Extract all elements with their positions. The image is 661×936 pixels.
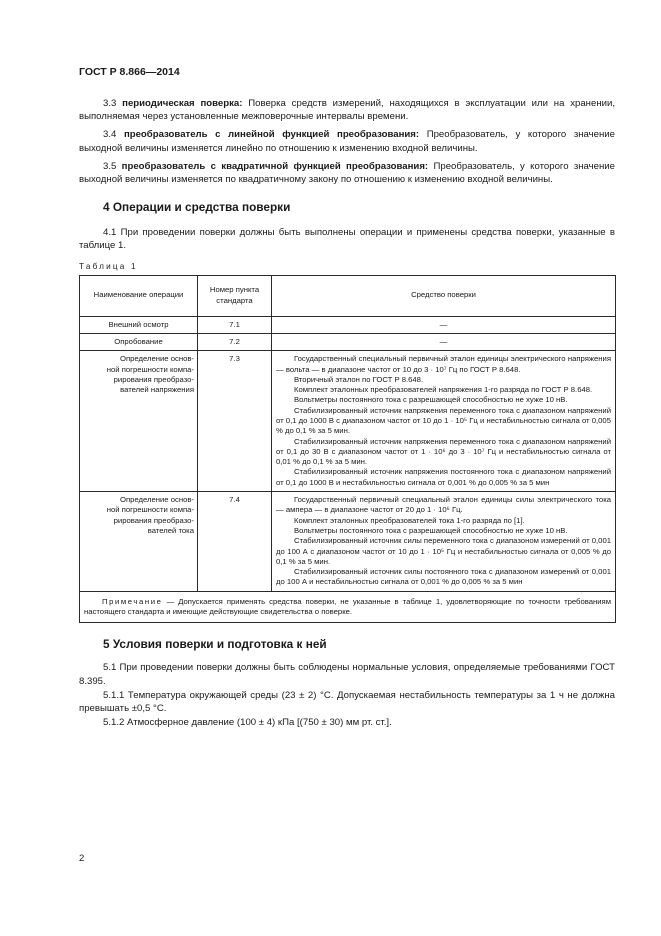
operation-line: рирования преобразо- xyxy=(113,374,194,384)
paragraph-5-1-2: 5.1.2 Атмосферное давление (100 ± 4) кПа [(750 ± 30) мм рт. ст.]. xyxy=(103,717,392,729)
note-text: — Допускается применять средства поверки, не указанные в таблице 1, удовлетворяющие по точности требованиям настоящего стандарта и имеющие действующие свидетельства о поверке. xyxy=(84,596,611,617)
clause-cell: 7.1 xyxy=(198,316,272,333)
operation-line: рирования преобразо- xyxy=(113,515,194,525)
verification-table xyxy=(79,275,616,624)
means-cell xyxy=(272,351,616,492)
page-content xyxy=(79,97,615,730)
table-row xyxy=(80,351,616,492)
header-clause: Номер пункта стандарта xyxy=(198,275,272,316)
term-name: преобразователь с квадратичной функцией преобразования: xyxy=(121,160,429,172)
operation-line: ной погрешности компа- xyxy=(106,364,194,374)
table-caption: Таблица 1 xyxy=(79,261,138,271)
means-item: Стабилизированный источник напряжения переменного тока с диапазоном напряжений от 0,1 до 1000 В с диапазоном частот от 10 до 1 · 10⁵ Гц и нестабильностью сигнала от 0,005 % до 0,1 % за 5 мин. xyxy=(276,405,611,436)
means-cell xyxy=(272,492,616,592)
means-cell: — xyxy=(272,316,616,333)
table-header-row xyxy=(80,275,616,316)
means-item: Стабилизированный источник напряжения постоянного тока с диапазоном напряжений от 0,1 до 1000 В и нестабильностью сигнала от 0,001 % до 0,005 % за 5 мин xyxy=(276,467,611,487)
means-item: Стабилизированный источник напряжения переменного тока с диапазоном напряжений от 0,1 до 30 В с диапазоном частот от 1 · 10⁶ до 3 · 10⁷ Гц и нестабильностью сигнала от 0,01 % до 0,1 % за 5 мин. xyxy=(276,436,611,467)
term-number: 3.4 xyxy=(103,129,117,141)
header-means: Средство поверки xyxy=(272,275,616,316)
means-item: Стабилизированный источник силы постоянного тока с диапазоном измерений от 0,001 до 100 А и нестабильностью сигнала от 0,001 % до 0,005 % за 5 мин xyxy=(276,567,611,587)
term-number: 3.3 xyxy=(103,98,117,109)
term-definition: Поверка средств измерений, находящихся в эксплуатации или на хранении, выполняемая через установленные межповерочные интервалы времени. xyxy=(79,98,616,123)
document-header: ГОСТ Р 8.866—2014 xyxy=(79,66,180,78)
page-number: 2 xyxy=(79,853,85,864)
term-number: 3.5 xyxy=(103,160,117,172)
term-3-3 xyxy=(79,97,615,123)
section-4-heading: 4 Операции и средства поверки xyxy=(103,200,291,215)
means-item: Стабилизированный источник силы переменного тока с диапазоном измерений от 0,001 до 100 А с диапазоном частот от 10 до 1 · 10⁵ Гц и нестабильностью сигнала от 0,005 % до 0,1 % за 5 мин. xyxy=(276,536,611,566)
paragraph-5-1-1: 5.1.1 Температура окружающей среды (23 ± 2) °С. Допускаемая нестабильность температуры за 1 ч не должна превышать ±0,5 °С. xyxy=(79,689,615,714)
operation-cell xyxy=(80,492,198,592)
means-item: Государственный первичный специальный эталон единицы силы электрического тока — ампера — в диапазоне частот от 20 до 1 · 10⁶ Гц. xyxy=(276,495,611,515)
paragraph-4-1: 4.1 При проведении поверки должны быть выполнены операции и применены средства поверки, указанные в таблице 1. xyxy=(79,227,615,252)
table-row xyxy=(80,492,616,592)
means-item: Вольтметры постоянного тока с разрешающей способностью не хуже 10 нВ. xyxy=(294,525,568,535)
term-name: периодическая поверка: xyxy=(122,98,243,109)
means-cell: — xyxy=(272,333,616,350)
section-5-heading: 5 Условия поверки и подготовка к ней xyxy=(103,637,327,652)
table-row xyxy=(80,316,616,333)
operation-line: ной погрешности компа- xyxy=(106,505,194,515)
operation-cell: Внешний осмотр xyxy=(80,316,198,333)
means-item: Вторичный эталон по ГОСТ Р 8.648. xyxy=(294,374,424,384)
table-note-row xyxy=(80,591,616,623)
operation-line: вателей тока xyxy=(147,525,194,535)
term-3-4 xyxy=(79,128,615,154)
term-3-5 xyxy=(79,160,615,186)
operation-cell: Опробование xyxy=(80,333,198,350)
operation-line: Определение основ- xyxy=(119,495,194,505)
clause-cell: 7.4 xyxy=(198,492,272,592)
operation-cell xyxy=(80,351,198,492)
operation-line: вателей напряжения xyxy=(120,385,194,395)
term-name: преобразователь с линейной функцией преобразования: xyxy=(123,129,420,141)
paragraph-5-1: 5.1 При проведении поверки должны быть соблюдены нормальные условия, определяемые требованиями ГОСТ 8.395. xyxy=(79,662,615,687)
clause-cell: 7.3 xyxy=(198,351,272,492)
means-item: Государственный специальный первичный эталон единицы электрического напряжения — вольта — в диапазоне частот от 10 до 3 · 10⁷ Гц по ГОСТ Р 8.648. xyxy=(276,354,611,374)
table-row xyxy=(80,333,616,350)
means-item: Комплект эталонных преобразователей напряжения 1-го разряда по ГОСТ Р 8.648. xyxy=(294,385,593,395)
means-item: Вольтметры постоянного тока с разрешающей способностью не хуже 10 нВ. xyxy=(294,395,568,405)
operation-line: Определение основ- xyxy=(119,354,194,364)
means-item: Комплект эталонных преобразователей тока 1-го разряда по [1]. xyxy=(294,515,525,525)
clause-cell: 7.2 xyxy=(198,333,272,350)
term-definition: Преобразователь, у которого значение выходной величины изменяется линейно по отношению к изменению входной величины. xyxy=(79,129,615,154)
term-definition: Преобразователь, у которого значение выходной величины изменяется по квадратичному закону по отношению к изменению входной величины. xyxy=(79,160,615,186)
header-operation: Наименование операции xyxy=(80,275,198,316)
note-label: Примечание xyxy=(102,596,163,606)
table-note xyxy=(80,591,616,623)
